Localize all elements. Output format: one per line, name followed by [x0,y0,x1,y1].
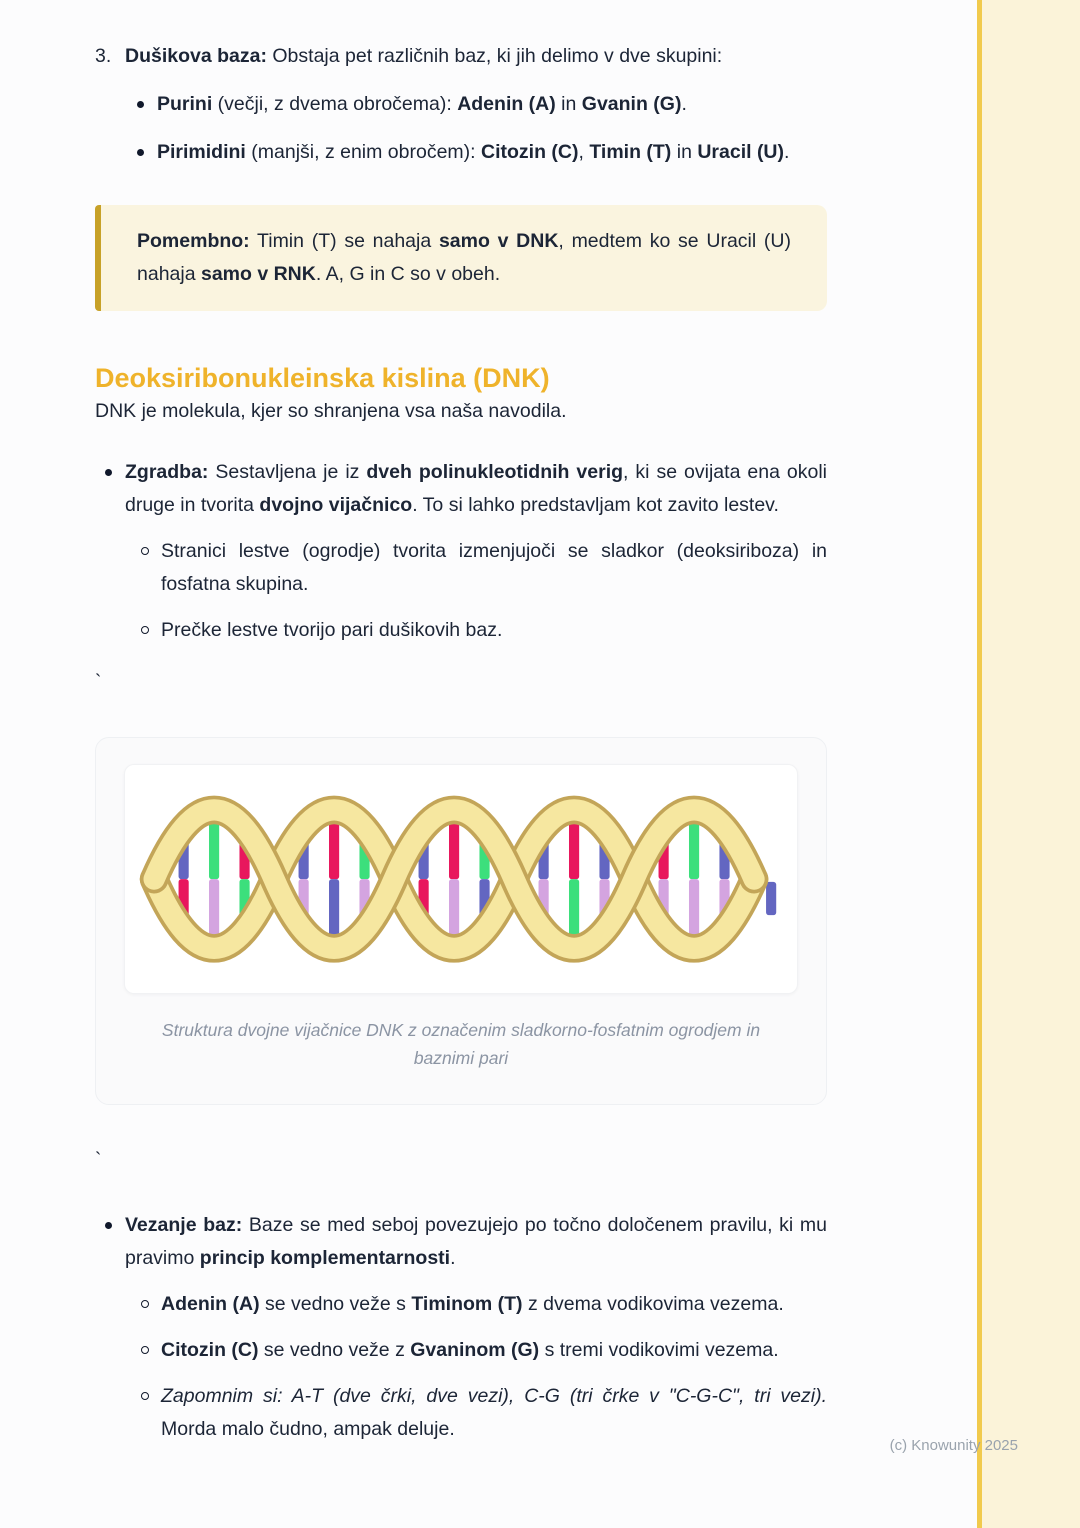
list-number: 3. [95,45,112,67]
circle-bullet-icon [141,1392,149,1400]
section-heading: Deoksiribonukleinska kislina (DNK) [95,363,550,393]
text-segment: (večji, z dvema obročema): [212,93,458,115]
text-segment: , [578,141,590,163]
circle-bullet-icon [141,1346,149,1354]
figure-caption: Struktura dvojne vijačnice DNK z označenim sladkorno-fosfatnim ogrodjem in baznimi pari [161,1020,761,1069]
text-segment: . [450,1247,456,1270]
dna-helix-illustration [124,764,798,994]
bold-segment: dvojno vijačnico [259,494,413,516]
list-item-pirimidini [95,136,827,169]
list-item-adenin-timin [95,1288,827,1321]
text-segment: Sestavljena je iz [208,461,367,483]
bold-segment: Timin (T) [589,141,672,163]
list-item-ogrodje [95,535,827,601]
text-segment: se vedno veže s [259,1293,412,1316]
bullet-icon [137,101,144,108]
bold-segment: Gvanin (G) [581,93,682,115]
bold-segment: princip komplementarnosti [199,1247,451,1270]
bold-segment: Zgradba: [125,461,209,483]
text-segment: . [681,93,687,115]
bold-segment: Vezanje baz: [125,1214,243,1237]
list-item-citozin-gvanin [95,1334,827,1367]
bold-segment: Pomembno: [137,230,250,252]
bold-segment: Pirimidini [157,141,246,163]
list-item-dusikova-baza [95,40,827,73]
circle-bullet-icon [141,626,149,634]
list-item-text: Stranici lestve (ogrodje) tvorita izmenjujoči se sladkor (deoksiriboza) in fosfatna skupina. [161,540,827,595]
content-area [95,40,827,1446]
list-item-text: Prečke lestve tvorijo pari dušikovih baz. [161,619,503,641]
text-segment: , medtem ko se Uracil (U) nahaja [137,230,791,285]
text-segment: se vedno veže z [258,1339,411,1362]
bold-segment: samo v RNK [200,263,316,285]
circle-bullet-icon [141,547,149,555]
bullet-icon [105,469,112,476]
list-item-text [125,40,827,73]
italic-segment: Zapomnim si: A-T (dve črki, dve vezi), C-G (tri črke v "C-G-C", tri vezi). [161,1385,827,1408]
list-item-vezanje-baz [95,1209,827,1275]
list-item-text [125,1209,827,1275]
bold-segment: dveh polinukleotidnih verig [366,461,624,483]
text-segment: , ki se ovijata ena okoli druge in tvorita [125,461,827,516]
bold-segment: samo v DNK [438,230,559,252]
bullet-icon [137,149,144,156]
bold-segment: Adenin (A) [161,1293,260,1316]
bold-segment: Uracil (U) [697,141,785,163]
list-item-text [157,136,827,169]
figure-card [95,737,827,1105]
text-segment: . A, G in C so v obeh. [315,263,501,285]
important-callout [95,205,827,311]
bold-segment: Timinom (T) [411,1293,523,1316]
dna-helix-svg [131,773,791,985]
bold-segment: Adenin (A) [457,93,556,115]
bold-segment: Purini [157,93,213,115]
stray-backtick: ` [95,672,102,693]
bold-segment: Gvaninom (G) [410,1339,540,1362]
text-segment: Obstaja pet različnih baz, ki jih delimo v dve skupini: [266,45,723,67]
list-item-text [157,88,827,121]
text-segment: Timin (T) se nahaja [249,230,439,252]
text-segment: in [555,93,582,115]
list-item-precke [95,614,827,647]
text-segment: Baze se med seboj povezujejo po točno določenem pravilu, ki mu pravimo [125,1214,827,1270]
circle-bullet-icon [141,1300,149,1308]
list-item-purini [95,88,827,121]
list-item-text [125,456,827,522]
bold-segment: Citozin (C) [161,1339,259,1362]
copyright-credit: (c) Knowunity 2025 [889,1437,1018,1454]
list-item-zgradba [95,456,827,522]
text-segment: s tremi vodikovimi vezema. [539,1339,779,1362]
bold-segment: Citozin (C) [481,141,579,163]
text-segment: in [671,141,698,163]
intro-paragraph: DNK je molekula, kjer so shranjena vsa naša navodila. [95,400,567,422]
list-item-text [161,1380,827,1446]
page-edge-strip [977,0,1080,1528]
list-item-zapomnim [95,1380,827,1446]
bullet-icon [105,1222,112,1229]
text-segment: z dvema vodikovima vezema. [522,1293,784,1316]
text-segment: Morda malo čudno, ampak deluje. [161,1418,455,1441]
text-segment: (manjši, z enim obročem): [245,141,482,163]
list-item-text [161,1334,827,1367]
bold-segment: Dušikova baza: [125,45,267,67]
stray-backtick: ` [95,1150,102,1172]
text-segment: . [784,141,790,163]
list-item-text [161,1288,827,1321]
text-segment: . To si lahko predstavljam kot zavito lestev. [412,494,779,516]
